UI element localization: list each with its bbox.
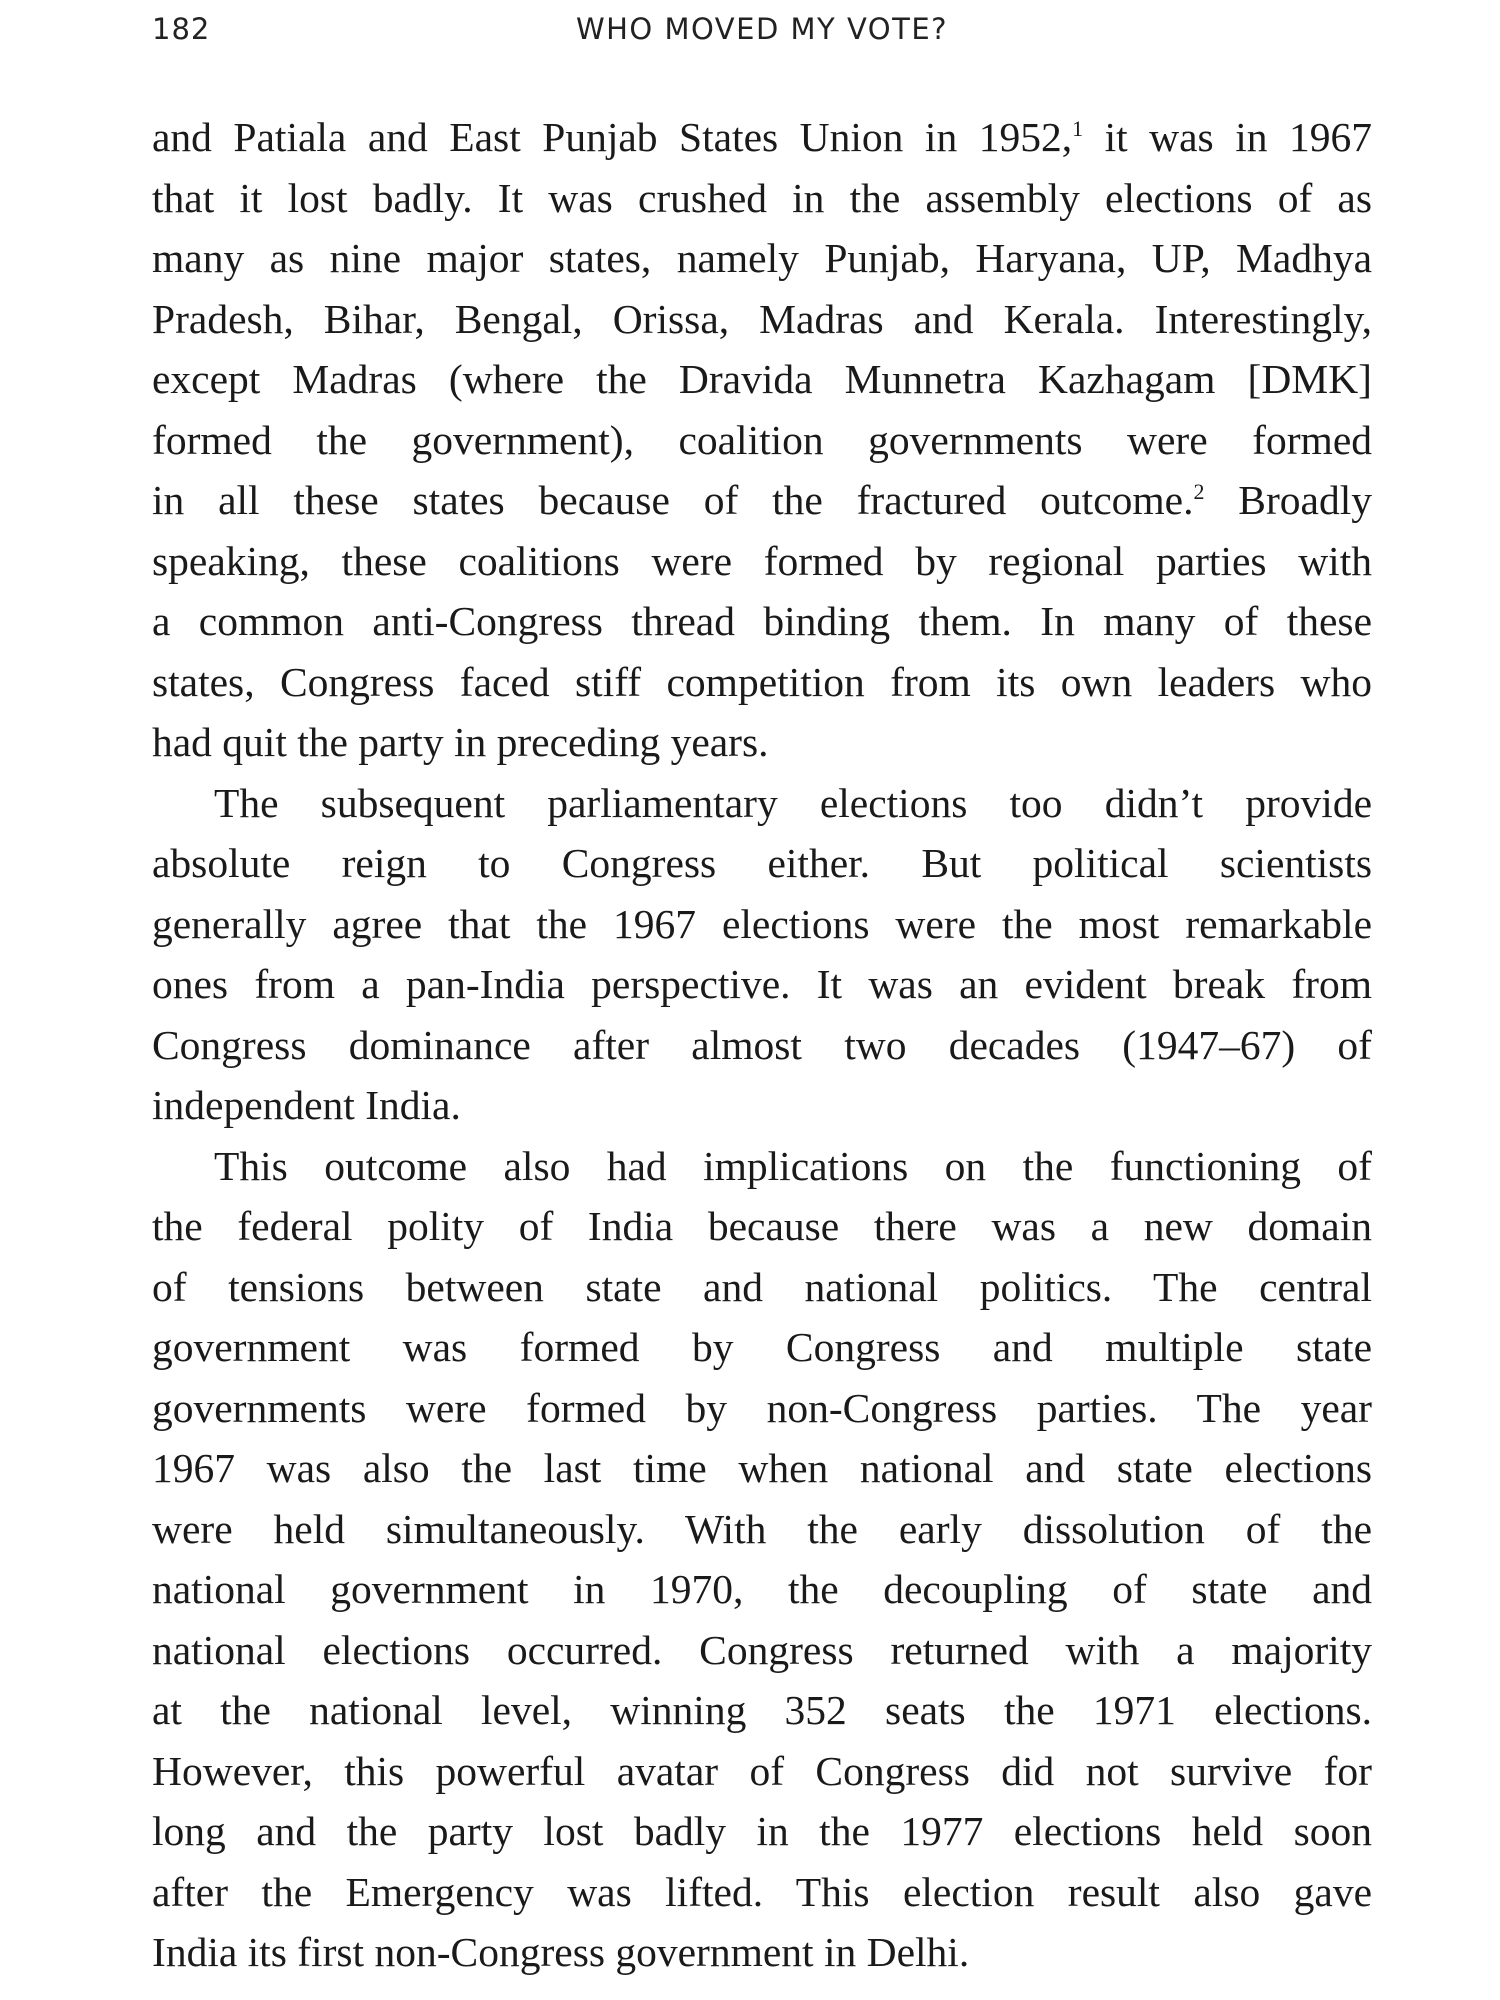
text-line xyxy=(152,1620,1372,1681)
line-text: many as nine major states, namely Punjab, Haryana, UP, Madhya xyxy=(152,235,1372,281)
line-text: 1967 was also the last time when national and state elections xyxy=(152,1445,1372,1491)
text-line xyxy=(152,1862,1372,1923)
paragraph xyxy=(152,107,1372,773)
line-text: Pradesh, Bihar, Bengal, Orissa, Madras and Kerala. Interestingly, xyxy=(152,295,1372,342)
text-line xyxy=(152,1136,1372,1197)
text-line xyxy=(152,349,1372,410)
line-text-continued: it was in 1967 xyxy=(1083,114,1372,160)
line-text: and Patiala and East Punjab States Union in 1952, xyxy=(152,114,1073,160)
line-text: generally agree that the 1967 elections were the most remarkable xyxy=(152,900,1372,947)
text-line xyxy=(152,1559,1372,1620)
text-line xyxy=(152,289,1372,350)
text-line xyxy=(152,1317,1372,1378)
line-text: long and the party lost badly in the 1977 elections held soon xyxy=(152,1808,1372,1854)
paragraph xyxy=(152,773,1372,1136)
line-text: the federal polity of India because there was a new domain xyxy=(152,1203,1372,1249)
line-text: India its first non-Congress government in Delhi. xyxy=(152,1929,970,1975)
text-line xyxy=(152,591,1372,652)
line-text: of tensions between state and national politics. The central xyxy=(152,1263,1372,1310)
text-line xyxy=(152,1196,1372,1257)
body-text xyxy=(152,107,1372,1983)
line-text: independent India. xyxy=(152,1082,461,1128)
running-header xyxy=(152,6,1372,56)
line-text: a common anti-Congress thread binding them. In many of these xyxy=(152,598,1372,644)
text-line xyxy=(152,410,1372,471)
line-text: after the Emergency was lifted. This election result also gave xyxy=(152,1868,1372,1915)
line-text: governments were formed by non-Congress parties. The year xyxy=(152,1384,1372,1431)
text-line xyxy=(152,168,1372,229)
line-text: except Madras (where the Dravida Munnetra Kazhagam [DMK] xyxy=(152,356,1372,402)
line-text: at the national level, winning 352 seats the 1971 elections. xyxy=(152,1687,1372,1733)
text-line xyxy=(152,954,1372,1015)
line-text: states, Congress faced stiff competition from its own leaders who xyxy=(152,658,1372,705)
text-line xyxy=(152,833,1372,894)
line-text: speaking, these coalitions were formed by regional parties with xyxy=(152,537,1372,584)
line-text: ones from a pan-India perspective. It was an evident break from xyxy=(152,961,1372,1007)
text-line xyxy=(152,1499,1372,1560)
footnote-marker[interactable]: 1 xyxy=(1072,116,1084,142)
line-text: national government in 1970, the decoupling of state and xyxy=(152,1566,1372,1612)
footnote-marker[interactable]: 2 xyxy=(1193,479,1205,505)
line-text: that it lost badly. It was crushed in the assembly elections of as xyxy=(152,174,1372,221)
line-text: were held simultaneously. With the early dissolution of the xyxy=(152,1505,1372,1552)
line-text-continued: Broadly xyxy=(1204,477,1372,523)
text-line xyxy=(152,1680,1372,1741)
line-text: The subsequent parliamentary elections too didn’t provide xyxy=(214,779,1372,826)
text-line xyxy=(152,894,1372,955)
line-text: Congress dominance after almost two decades (1947–67) of xyxy=(152,1021,1372,1068)
book-title: WHO MOVED MY VOTE? xyxy=(575,12,949,46)
text-line xyxy=(152,1741,1372,1802)
text-line xyxy=(152,1075,1372,1136)
line-text: This outcome also had implications on the functioning of xyxy=(214,1142,1372,1189)
line-text: in all these states because of the fractured outcome. xyxy=(152,477,1194,523)
text-line xyxy=(152,652,1372,713)
text-line xyxy=(152,1922,1372,1983)
line-text: However, this powerful avatar of Congress did not survive for xyxy=(152,1747,1372,1794)
text-line xyxy=(152,712,1372,773)
page-number: 182 xyxy=(152,12,211,46)
paragraph xyxy=(152,1136,1372,1983)
line-text: had quit the party in preceding years. xyxy=(152,719,769,765)
text-line xyxy=(152,1438,1372,1499)
text-line xyxy=(152,531,1372,592)
text-line xyxy=(152,773,1372,834)
line-text: absolute reign to Congress either. But political scientists xyxy=(152,840,1372,886)
text-line xyxy=(152,1378,1372,1439)
line-text: formed the government), coalition governments were formed xyxy=(152,416,1372,463)
line-text: national elections occurred. Congress returned with a majority xyxy=(152,1626,1372,1673)
text-line xyxy=(152,470,1372,531)
text-line xyxy=(152,107,1372,168)
text-line xyxy=(152,1257,1372,1318)
line-text: government was formed by Congress and multiple state xyxy=(152,1324,1372,1370)
text-line xyxy=(152,228,1372,289)
text-line xyxy=(152,1801,1372,1862)
text-line xyxy=(152,1015,1372,1076)
